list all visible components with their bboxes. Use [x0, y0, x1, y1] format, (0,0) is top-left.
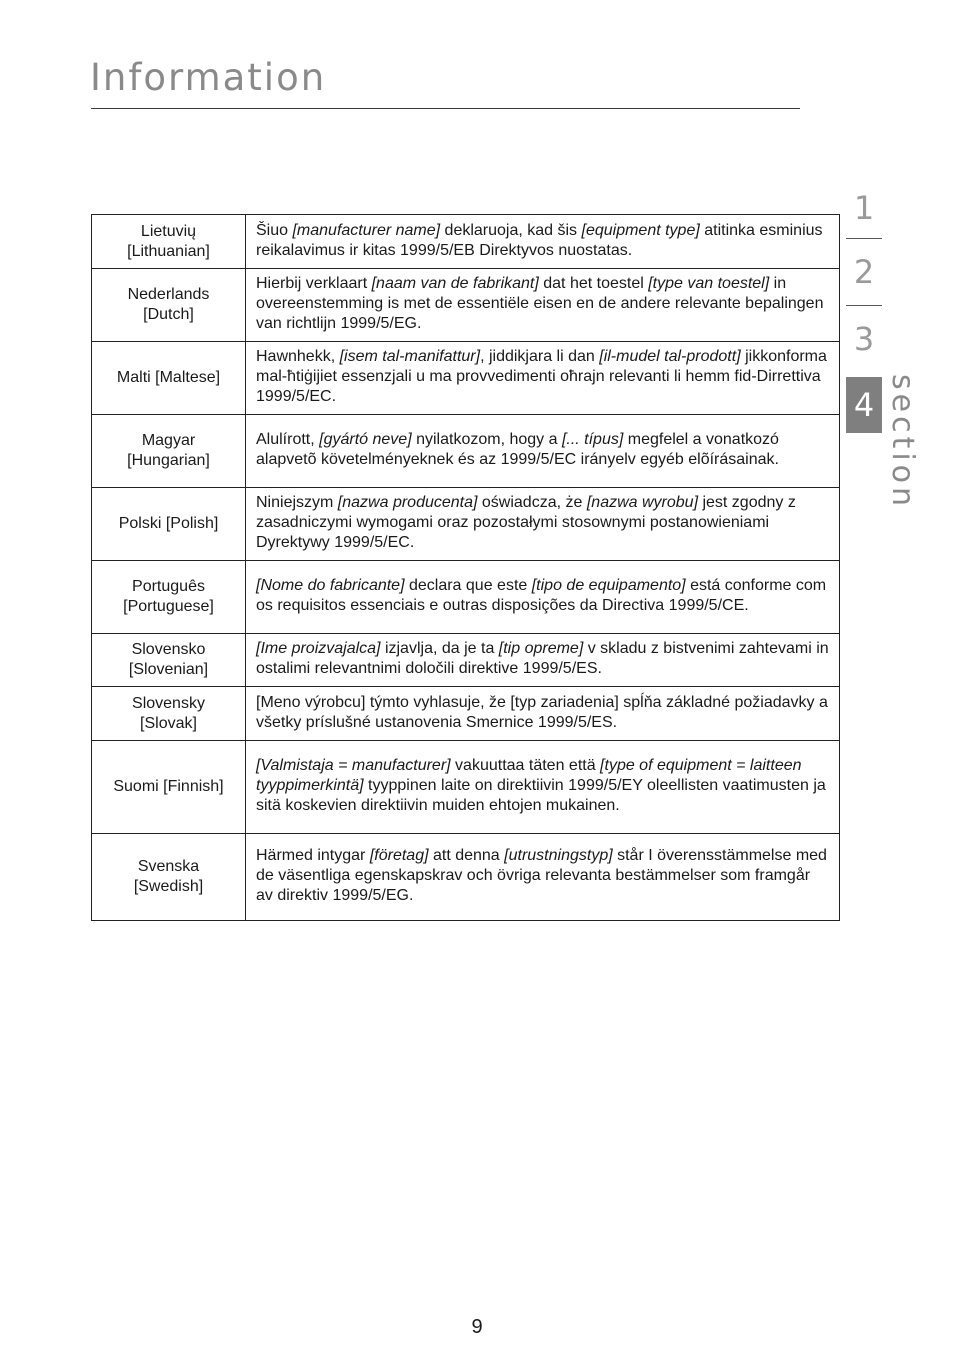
- language-cell: [92, 415, 246, 488]
- language-name: Slovensko: [131, 641, 206, 658]
- text-segment: v skladu z bistvenimi zahtevami in ostalimi relevantnimi določili direktive 1999/5/ES.: [256, 640, 829, 677]
- section-number-4-active[interactable]: 4: [846, 377, 882, 433]
- placeholder-text: [Valmistaja = manufacturer]: [256, 757, 451, 774]
- header-divider: [91, 108, 800, 109]
- declaration-text: [246, 741, 840, 834]
- section-label: section: [885, 374, 920, 511]
- language-name: Magyar: [141, 432, 196, 449]
- placeholder-text: [isem tal-manifattur]: [339, 348, 481, 365]
- declarations-table: [91, 214, 840, 921]
- table-row: [92, 342, 840, 415]
- placeholder-text: [utrustningstyp]: [504, 847, 613, 864]
- declaration-text: [246, 634, 840, 687]
- language-cell: [92, 561, 246, 634]
- placeholder-text: [företag]: [369, 847, 429, 864]
- declaration-text: [246, 415, 840, 488]
- placeholder-text: [type van toestel]: [648, 275, 770, 292]
- text-segment: deklaruoja, kad šis: [440, 221, 582, 239]
- placeholder-text: [equipment type]: [581, 221, 700, 239]
- placeholder-text: [nazwa wyrobu]: [586, 494, 699, 511]
- placeholder-text: [tipo de equipamento]: [531, 577, 686, 594]
- language-cell: [92, 342, 246, 415]
- section-number-3[interactable]: 3: [853, 320, 875, 358]
- language-name-english: [Hungarian]: [127, 452, 210, 469]
- text-segment: Niniejszym: [256, 494, 338, 511]
- language-cell: [92, 741, 246, 834]
- text-segment: atitinka esminius reikalavimus ir kitas 1999/5/EB Direktyvos nuostatas.: [256, 221, 823, 259]
- text-segment: in overeenstemming is met de essentiële eisen en de andere relevante bepalingen van richtlijn 1999/5/EG.: [256, 275, 824, 332]
- language-name-english: [Portuguese]: [123, 598, 214, 615]
- text-segment: nyilatkozom, hogy a: [411, 431, 562, 448]
- text-segment: Šiuo: [256, 221, 293, 239]
- table-row: [92, 215, 840, 269]
- declaration-text: [246, 561, 840, 634]
- declaration-text: [246, 215, 840, 269]
- table-row: [92, 269, 840, 342]
- placeholder-text: [naam van de fabrikant]: [371, 275, 539, 292]
- language-name-english: [Slovenian]: [128, 661, 209, 678]
- placeholder-text: [... típus]: [561, 431, 624, 448]
- language-name: Português: [132, 578, 205, 595]
- text-segment: oświadcza, że: [477, 494, 587, 511]
- text-segment: vakuuttaa täten että: [450, 757, 601, 774]
- section-divider: [846, 305, 882, 306]
- declaration-text: [246, 687, 840, 741]
- language-name: Slovensky: [132, 694, 205, 712]
- page-number: 9: [471, 1316, 483, 1338]
- text-segment: jikkonforma mal-ħtiġijiet essenzjali u ma provvedimenti oħrajn relevanti li hemm fid-Dirrettiva 1999/5/EC.: [256, 348, 827, 405]
- language-name: Svenska: [137, 858, 200, 875]
- text-segment: dat het toestel: [538, 275, 649, 292]
- text-segment: att denna: [428, 847, 505, 864]
- section-number-2[interactable]: 2: [853, 253, 875, 291]
- language-name-english: [Slovak]: [140, 714, 197, 732]
- language-name: Polski [Polish]: [118, 515, 219, 532]
- placeholder-text: [il-mudel tal-prodott]: [599, 348, 741, 365]
- language-cell: [92, 215, 246, 269]
- table-row: [92, 834, 840, 921]
- section-number-1[interactable]: 1: [853, 189, 875, 227]
- table-row: [92, 741, 840, 834]
- table-row: [92, 415, 840, 488]
- language-name: Suomi [Finnish]: [113, 778, 224, 795]
- table-row: [92, 561, 840, 634]
- declaration-text: [246, 269, 840, 342]
- section-divider: [846, 238, 882, 239]
- text-segment: tyyppinen laite on direktiivin 1999/5/EY oleellisten vaatimusten ja sitä koskevien direktiivin muiden ehtojen mukainen.: [256, 777, 826, 814]
- placeholder-text: [type of equipment = laitteen tyyppimerkintä]: [256, 757, 802, 794]
- language-cell: [92, 687, 246, 741]
- text-segment: jest zgodny z zasadniczymi wymogami oraz pozostałymi stosownymi postanowieniami Dyrektywy 1999/5/EC.: [256, 494, 796, 551]
- placeholder-text: [manufacturer name]: [292, 221, 441, 239]
- page-title: Information: [90, 56, 327, 99]
- text-segment: Hawnhekk,: [256, 348, 340, 365]
- language-cell: [92, 269, 246, 342]
- text-segment: Alulírott,: [256, 431, 320, 448]
- text-segment: declara que este: [404, 577, 532, 594]
- language-cell: [92, 834, 246, 921]
- placeholder-text: [tip opreme]: [498, 640, 584, 657]
- text-segment: megfelel a vonatkozó alapvetõ követelményeknek és az 1999/5/EC irányelv egyéb elõírásainak.: [256, 431, 779, 468]
- text-segment: Härmed intygar: [256, 847, 370, 864]
- table-row: [92, 488, 840, 561]
- table-row: [92, 634, 840, 687]
- placeholder-text: [Ime proizvajalca]: [256, 640, 381, 657]
- text-segment: , jiddikjara li dan: [480, 348, 600, 365]
- language-name-english: [Swedish]: [133, 878, 204, 895]
- language-name: Malti [Maltese]: [116, 369, 221, 386]
- language-cell: [92, 634, 246, 687]
- text-segment: [Meno výrobcu] týmto vyhlasuje, že [typ zariadenia] spĺňa základné požiadavky a všetky príslušné ustanovenia Smernice 1999/5/ES.: [256, 693, 828, 731]
- declaration-text: [246, 834, 840, 921]
- language-name-english: [Dutch]: [143, 306, 194, 323]
- declaration-text: [246, 488, 840, 561]
- placeholder-text: [Nome do fabricante]: [256, 577, 405, 594]
- language-name: Nederlands: [127, 286, 210, 303]
- text-segment: Hierbij verklaart: [256, 275, 372, 292]
- text-segment: izjavlja, da je ta: [380, 640, 499, 657]
- placeholder-text: [gyártó neve]: [319, 431, 412, 448]
- language-cell: [92, 488, 246, 561]
- language-name: Lietuvių: [140, 222, 197, 240]
- language-name-english: [Lithuanian]: [127, 242, 210, 260]
- table-row: [92, 687, 840, 741]
- text-segment: står I överensstämmelse med de väsentliga egenskapskrav och övriga relevanta bestämmelser som framgår av direktiv 1999/5/EG.: [256, 847, 827, 904]
- text-segment: está conforme com os requisitos essenciais e outras disposições da Directiva 1999/5/CE.: [256, 577, 827, 614]
- declaration-text: [246, 342, 840, 415]
- placeholder-text: [nazwa producenta]: [337, 494, 478, 511]
